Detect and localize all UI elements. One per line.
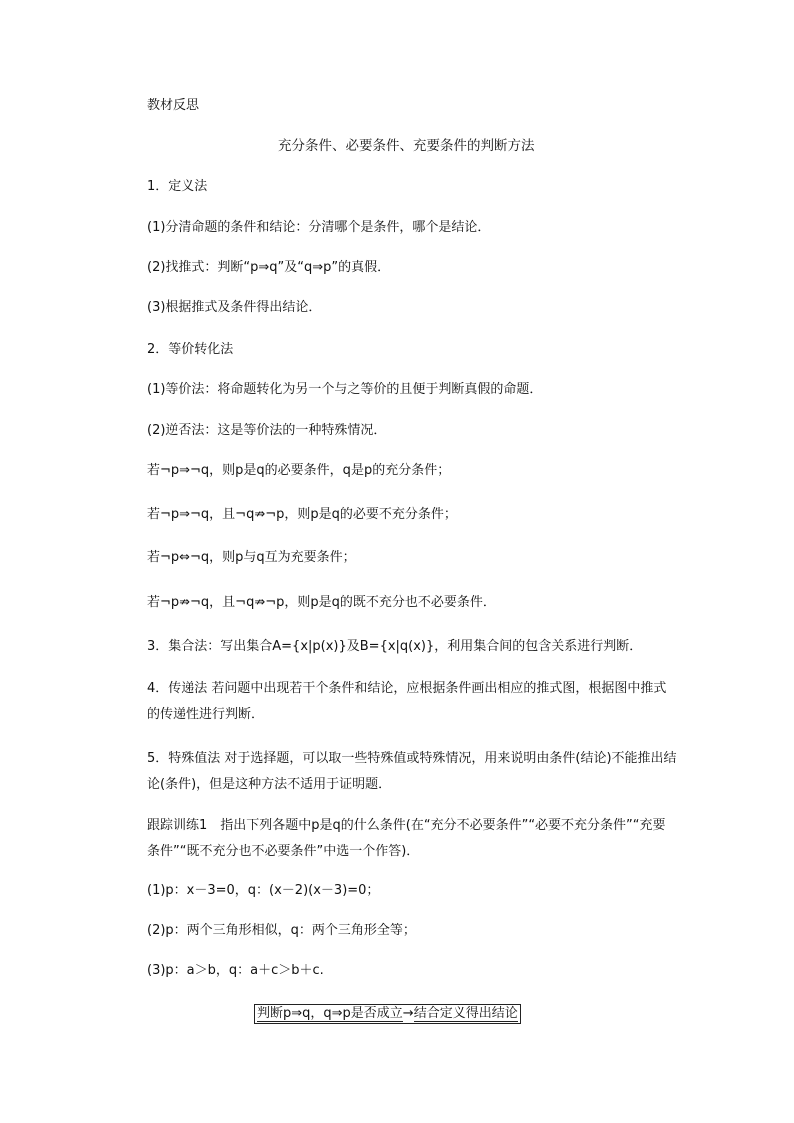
- method-1-item-2: (2)找推式：判断“p⇒q”及“q⇒p”的真假．: [147, 260, 391, 275]
- page-title: 充分条件、必要条件、充要条件的判断方法: [278, 138, 535, 154]
- exercise-q1: (1)p：x－3=0，q：(x－2)(x－3)=0；: [147, 883, 380, 898]
- method-3: 3．集合法：写出集合A={x|p(x)}及B={x|q(x)}，利用集合间的包含关系进行判断．: [147, 639, 643, 654]
- method-2-rule-4: 若¬p⇏¬q，且¬q⇏¬p，则p是q的既不充分也不必要条件．: [147, 595, 496, 610]
- hint-step-2: 结合定义得出结论: [413, 1006, 518, 1021]
- exercise-intro: 跟踪训练1 指出下列各题中p是q的什么条件(在“充分不必要条件”“必要不充分条件”“充要条件”“既不充分也不必要条件”中选一个作答)．: [147, 818, 666, 859]
- method-2-rule-3: 若¬p⇔¬q，则p与q互为充要条件；: [147, 550, 356, 565]
- hint-arrow: →: [402, 1006, 414, 1021]
- method-2-rule-1: 若¬p⇒¬q，则p是q的必要条件，q是p的充分条件；: [147, 463, 451, 478]
- method-4: 4．传递法 若问题中出现若干个条件和结论，应根据条件画出相应的推式图，根据图中推式的传递性进行判断．: [147, 681, 667, 722]
- exercise-q3: (3)p：a＞b，q：a＋c＞b＋c.: [147, 963, 324, 978]
- method-1-heading: 1．定义法: [147, 179, 208, 194]
- method-2-item-2: (2)逆否法：这是等价法的一种特殊情况．: [147, 423, 387, 438]
- hint-step-1: 判断p⇒q，q⇒p是否成立: [257, 1006, 403, 1021]
- method-2-heading: 2．等价转化法: [147, 342, 234, 357]
- solution-hint-box: [254, 1004, 521, 1024]
- method-1-item-1: (1)分清命题的条件和结论：分清哪个是条件，哪个是结论．: [147, 220, 491, 235]
- method-5: 5．特殊值法 对于选择题，可以取一些特殊值或特殊情况，用来说明由条件(结论)不能推出结论(条件)，但是这种方法不适用于证明题．: [147, 751, 677, 792]
- method-1-item-3: (3)根据推式及条件得出结论．: [147, 300, 322, 315]
- method-2-item-1: (1)等价法：将命题转化为另一个与之等价的且便于判断真假的命题．: [147, 382, 543, 397]
- section-heading: 教材反思: [147, 98, 200, 113]
- exercise-q2: (2)p：两个三角形相似，q：两个三角形全等；: [147, 923, 416, 938]
- method-2-rule-2: 若¬p⇒¬q，且¬q⇏¬p，则p是q的必要不充分条件；: [147, 507, 457, 522]
